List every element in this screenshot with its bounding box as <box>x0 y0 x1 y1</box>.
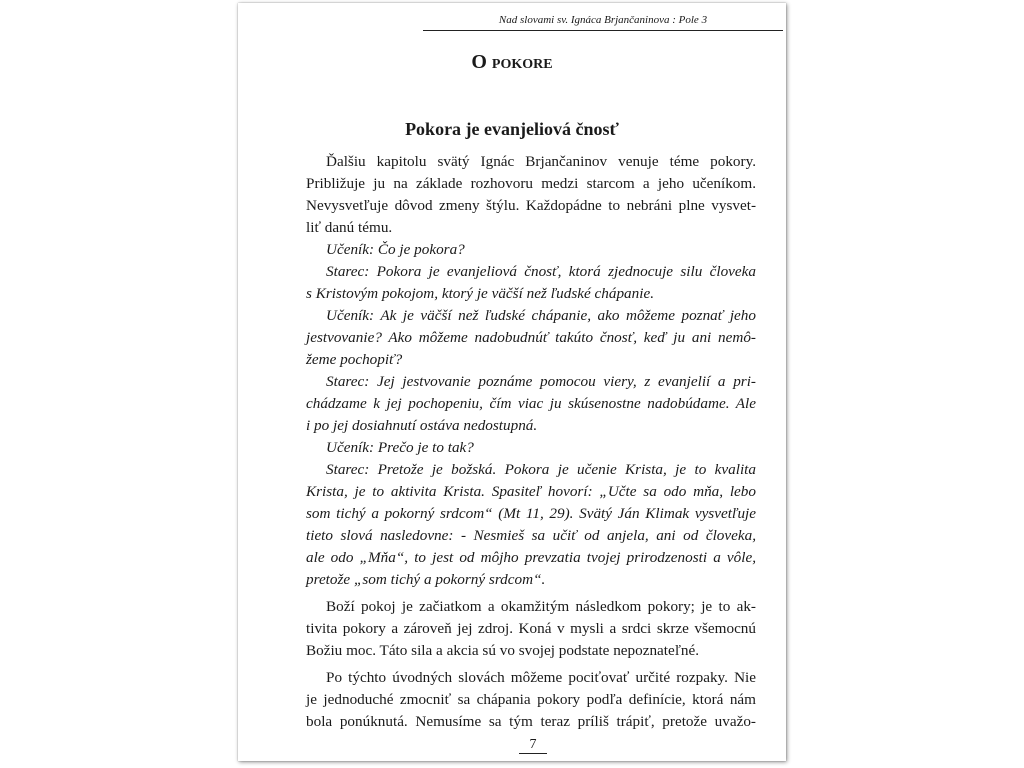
text-line: žeme pochopiť? <box>306 351 403 368</box>
page-number-rule <box>519 753 547 754</box>
text-line: Po týchto úvodných slovách môžeme pociťovať určité rozpaky. Nie <box>326 669 756 686</box>
text-line: Učeník: Čo je pokora? <box>326 241 465 258</box>
running-head: Nad slovami sv. Ignáca Brjančaninova : Pole 3 <box>423 10 783 31</box>
text-line: je jednoduché zmocniť sa chápania pokory podľa definície, ktorá nám <box>306 691 756 708</box>
text-line: Starec: Pokora je evanjeliová čnosť, ktorá zjednocuje silu človeka <box>326 263 756 280</box>
text-line: bola ponúknutá. Nemusíme sa tým teraz príliš trápiť, pretože uvažo- <box>306 713 756 730</box>
text-line: Starec: Jej jestvovanie poznáme pomocou viery, z evanjelií a pri- <box>326 373 756 390</box>
text-line: Boží pokoj je začiatkom a okamžitým následkom pokory; je to ak- <box>326 598 756 615</box>
book-page <box>238 3 786 761</box>
text-line: s Kristovým pokojom, ktorý je väčší než ľudské chápanie. <box>306 285 655 302</box>
text-line: i po jej dosiahnutí ostáva nedostupná. <box>306 417 538 434</box>
chapter-title <box>238 49 786 75</box>
text-line: Božiu moc. Táto sila a akcia sú vo svojej podstate nepoznateľné. <box>306 642 700 659</box>
body-text <box>306 151 756 733</box>
section-title: Pokora je evanjeliová čnosť <box>405 119 619 139</box>
text-line: Nevysvetľuje dôvod zmeny štýlu. Každopádne to nebráni plne vysvet- <box>306 197 756 214</box>
text-line: Krista, je to aktivita Krista. Spasiteľ hovorí: „Učte sa odo mňa, lebo <box>306 483 756 500</box>
text-line: Učeník: Prečo je to tak? <box>326 439 474 456</box>
text-line: ale odo „Mňa“, to jest od môjho prevzatia tvojej prirodzenosti a vôle, <box>306 549 756 566</box>
chapter-title-text: O pokore <box>471 51 553 73</box>
page-number: 7 <box>529 737 537 752</box>
text-line: tieto slová nasledovne: - Nesmieš sa učiť od anjela, ani od človeka, <box>306 527 756 544</box>
text-line: tivita pokory a zároveň jej zdroj. Koná v mysli a srdci skrze všemocnú <box>306 620 756 637</box>
text-line: chádzame k jej pochopeniu, čím viac ju skúsenostne nadobúdame. Ale <box>306 395 756 412</box>
text-line: pretože „som tichý a pokorný srdcom“. <box>306 571 546 588</box>
text-line: Približuje ju na základe rozhovoru medzi starcom a jeho učeníkom. <box>306 175 756 192</box>
text-line: Starec: Pretože je božská. Pokora je učenie Krista, je to kvalita <box>326 461 756 478</box>
text-line: jestvovanie? Ako môžeme nadobudnúť takúto čnosť, keď ju ani nemô- <box>306 329 756 346</box>
text-line: liť danú tému. <box>306 219 393 236</box>
text-line: som tichý a pokorný srdcom“ (Mt 11, 29). Svätý Ján Klimak vysvetľuje <box>306 505 756 522</box>
text-line: Ďalšiu kapitolu svätý Ignác Brjančaninov venuje téme pokory. <box>326 153 756 170</box>
text-line: Učeník: Ak je väčší než ľudské chápanie, ako môžeme poznať jeho <box>326 307 756 324</box>
